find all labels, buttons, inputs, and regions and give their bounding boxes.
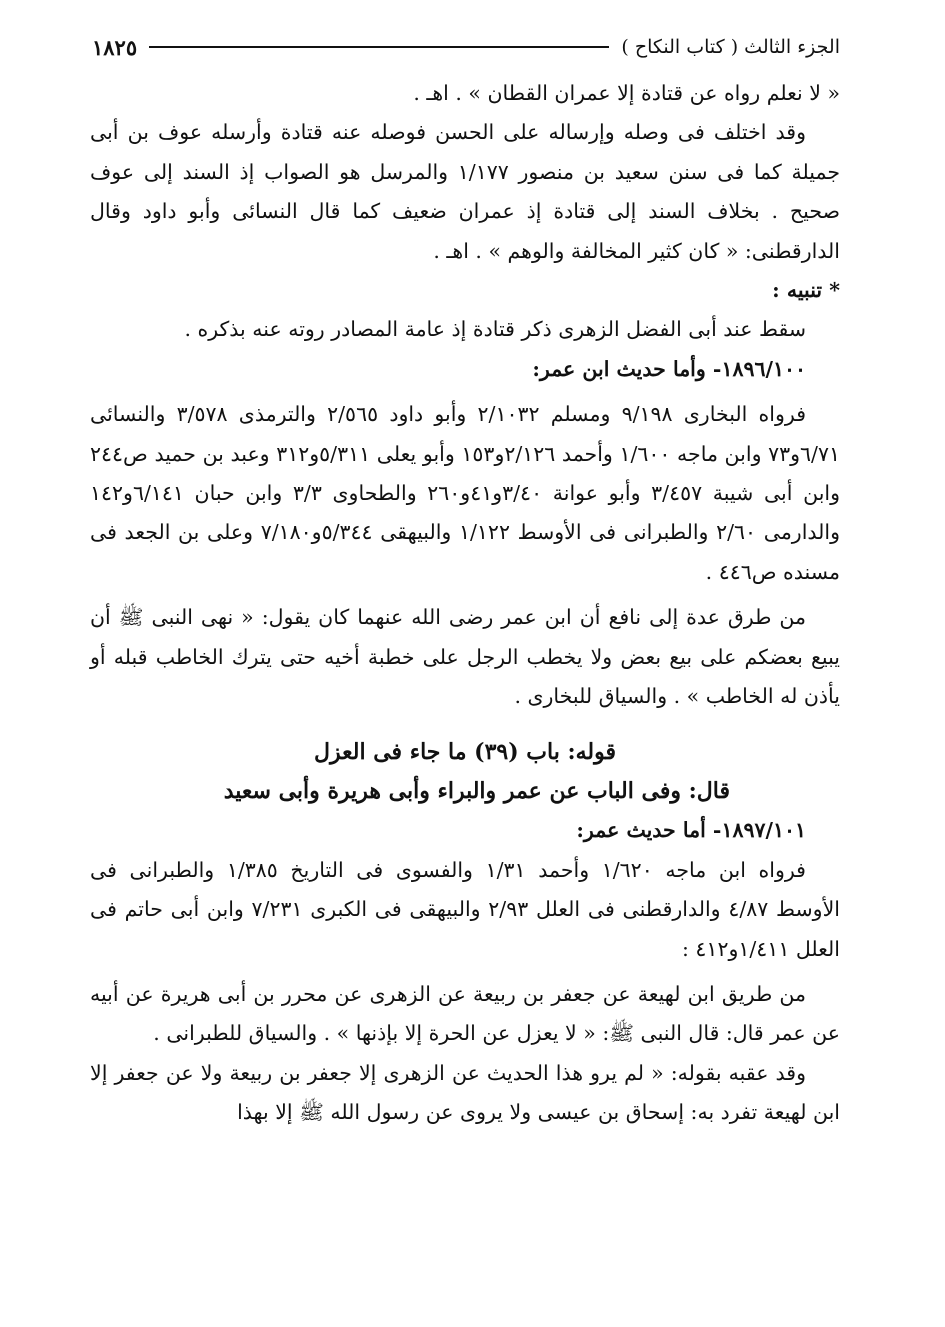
page-number: ١٨٢٥ (92, 34, 138, 60)
hadith-heading-ibn-umar: ١٨٩٦/١٠٠- وأما حديث ابن عمر: (532, 356, 806, 381)
running-title: الجزء الثالث ( كتاب النكاح ) (621, 36, 840, 58)
paragraph-sources-umar: فرواه ابن ماجه ١/٦٢٠ وأحمد ١/٣١ والفسوى فى التاريخ ١/٣٨٥ والطبرانى فى الأوسط ٤/٨٧ والدارقطنى فى العلل ٢/٩٣ والبيهقى فى الكبرى ٧/٢٣١ وابن أبى حاتم فى العلل ١/٤١١و٤١٢ : (90, 857, 840, 961)
chapter-heading: قوله: باب (٣٩) ما جاء فى العزل (314, 738, 616, 765)
paragraph-quote-end: « لا نعلم رواه عن قتادة إلا عمران القطان » . اهـ . (413, 81, 840, 105)
note-heading: * تنبيه : (772, 278, 840, 303)
paragraph-commentary: وقد عقبه بقوله: « لم يرو هذا الحديث عن الزهرى إلا جعفر بن ربيعة ولا عن جعفر إلا ابن لهيعة تفرد به: إسحاق بن عيسى ولا يروى عن رسول الله ﷺ إلا بهذا (90, 1060, 840, 1125)
chapter-subheading: قال: وفى الباب عن عمر والبراء وأبى هريرة وأبى سعيد (223, 777, 730, 804)
paragraph-sources-ibn-umar: فرواه البخارى ٩/١٩٨ ومسلم ٢/١٠٣٢ وأبو داود ٢/٥٦٥ والترمذى ٣/٥٧٨ والنسائى ٦/٧١و٧٣ وابن ماجه ١/٦٠٠ وأحمد ٢/١٢٦و١٥٣ وأبو يعلى ٥/٣١١و٣١٢ وعبد بن حميد ص٢٤٤ وابن أبى شيبة ٣/٤٥٧ وأبو عوانة ٣/٤٠و٤١و٢٦٠ والطحاوى ٣/٣ وابن حبان ٦/١٤١و١٤٢ والدارمى ٢/٦٠ والطبرانى فى الأوسط ١/١٢٢ والبيهقى ٥/٣٤٤و٧/١٨٠ وعلى بن الجعد فى مسنده ص٤٤٦ . (90, 402, 840, 584)
note-text: سقط عند أبى الفضل الزهرى ذكر قتادة إذ عامة المصادر روته عنه بذكره . (184, 317, 806, 342)
page-body (90, 74, 840, 1133)
paragraph-text-ibn-umar: من طرق عدة إلى نافع أن ابن عمر رضى الله عنهما كان يقول: « نهى النبى ﷺ أن يبيع بعضكم على بيع بعض ولا يخطب الرجل على خطبة أخيه حتى يترك الخاطب قبله أو يأذن له الخاطب » . والسياق للبخارى . (90, 605, 840, 709)
page-header (92, 30, 840, 64)
paragraph-discussion: وقد اختلف فى وصله وإرساله على الحسن فوصله عنه قتادة وأرسله عوف بن أبى جميلة كما فى سنن سعيد بن منصور ١/١٧٧ والمرسل هو الصواب إذ السند إلى عوف صحيح . بخلاف السند إلى قتادة إذ عمران ضعيف كما قال النسائى وأبو داود وقال الدارقطنى: « كان كثير المخالفة والوهم » . اهـ . (90, 120, 840, 263)
paragraph-text-umar: من طريق ابن لهيعة عن جعفر بن ربيعة عن الزهرى عن محرر بن أبى هريرة عن أبيه عن عمر قال: قال النبى ﷺ: « لا يعزل عن الحرة إلا بإذنها » . والسياق للطبرانى . (90, 981, 840, 1046)
header-rule (149, 46, 609, 48)
spacer (90, 717, 840, 733)
hadith-heading-umar: ١٨٩٧/١٠١- أما حديث عمر: (576, 818, 806, 843)
